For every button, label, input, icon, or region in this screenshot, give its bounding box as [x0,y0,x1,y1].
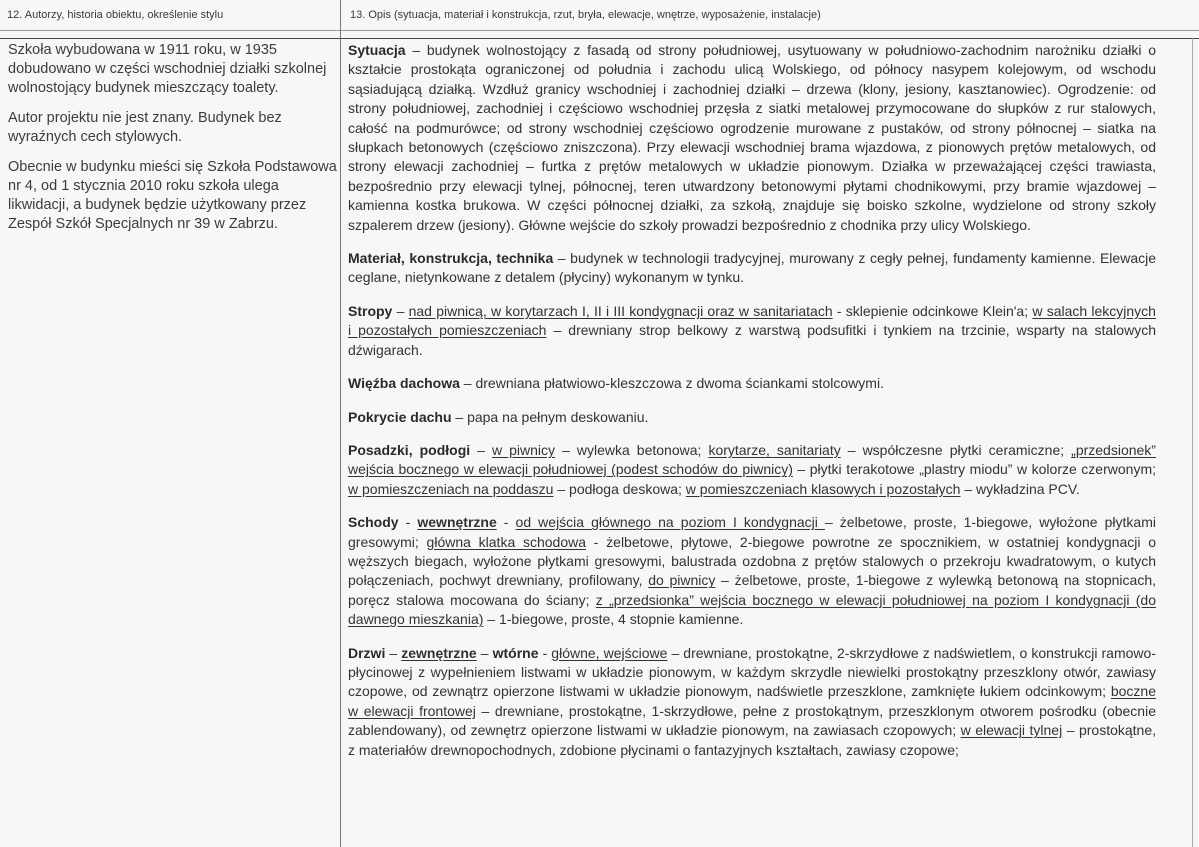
posadzki-text-1: – wylewka betonowa; [555,441,709,458]
posadzki-label: Posadzki, podłogi [348,441,471,458]
stropy-dash: – [392,302,409,319]
drzwi-text-0: – [385,644,402,661]
right-border [1192,38,1193,847]
wiezba-label: Więźba dachowa [348,375,460,392]
stropy-text-2: – drewniany strop belkowy z warstwą podsufitki i tynkiem na trzcinie, wsparty na stalowych dźwigarach. [348,322,1156,358]
section-wiezba [348,374,1156,393]
schody-underlined-3: do piwnicy [648,572,716,589]
stropy-text-1: - sklepienie odcinkowe Klein'a; [832,302,1033,319]
schody-underlined-4: z „przedsionka” wejścia bocznego w elewacji południowej na poziom I kondygnacji (do dawnego mieszkania) [348,591,1156,628]
author-paragraph: Autor projektu nie jest znany. Budynek bez wyraźnych cech stylowych. [8,110,282,145]
stropy-label: Stropy [348,302,393,319]
stropy-underlined-1: nad piwnicą, w korytarzach I, II i III kondygnacji oraz w sanitariatach [408,302,833,319]
column-header-authors: 12. Autorzy, historia obiektu, określenie stylu [7,9,224,21]
current-use-paragraph: Obecnie w budynku mieści się Szkoła Podstawowa nr 4, od 1 stycznia 2010 roku szkoła ulega likwidacji, a budynek będzie użytkowany przez Zespół Szkół Specjalnych nr 39 w Zabrzu. [8,159,337,232]
posadzki-underlined-2: korytarze, sanitariaty [708,441,841,458]
posadzki-underlined-5: w pomieszczeniach klasowych i pozostałych [685,480,961,497]
schody-text-5: – 1-biegowe, proste, 4 stopnie kamienne. [483,611,744,628]
drzwi-zewnetrzne: zewnętrzne [401,644,477,661]
drzwi-text-3: – drewniane, prostokątne, 2-skrzydłowe z nadświetlem, o konstrukcji ramowo-płycinowej z wypełnieniem listwami w układzie pionowym, w każdym skrzydle niewielki prostokątny przeszklony otwór, zawiasy czopowe, od zewnątrz opierzone listwami w układzie pionowym, nadświetle przeszklone, zamknięte łukiem odcinkowym; [348,644,1156,700]
drzwi-wtorne: wtórne [492,644,539,661]
section-material [348,249,1156,288]
drzwi-underlined-2: boczne w elewacji frontowej [348,683,1156,719]
schody-underlined-1: od wejścia głównego na poziom I kondygnacji [515,514,825,531]
section-schody [348,513,1156,629]
section-posadzki [348,441,1156,499]
posadzki-underlined-1: w piwnicy [492,441,556,458]
section-drzwi [348,644,1156,760]
drzwi-label: Drzwi [348,644,386,661]
stropy-underlined-2: w salach lekcyjnych i pozostałych pomieszczeniach [348,302,1156,339]
material-label: Materiał, konstrukcja, technika [348,250,554,267]
schody-text-1: - [496,514,516,531]
pokrycie-label: Pokrycie dachu [348,408,452,425]
header-top-rule [0,30,1199,31]
sytuacja-text: – budynek wolnostojący z fasadą od strony południowej, usytuowany w południowo-zachodnim narożniku działki o kształcie prostokąta ograniczonej od południa i zachodu ulicą Wolskiego, od północy nasypem kolejowym, od wschodu sąsiadującą działką. Wzdłuż granicy wschodniej i zachodniej działki – drzewa (klony, jesiony, kasztanowiec). Ogrodzenie: od strony południowej, zachodniej i częściowo wschodniej przęsła z siatki metalowej przymocowane do słupków z rur stalowych, całość na podmurówce; od strony wschodniej częściowo ogrodzenie murowane z pustaków, od strony północnej – siatka na słupkach betonowych (częściowo zniszczona). Przy elewacji wschodniej brama wjazdowa, z pionowych prętów metalowych, od strony elewacji zachodniej – furtka z prętów metalowych w układzie pionowym. Działka w przeważającej części trawiasta, bezpośrednio przy elewacji tylnej, północnej, teren utwardzony betonowymi płytami chodnikowymi, przy bramie wjazdowej – kamienna kostka brukowa. W części północnej działki, za szkołą, znajduje się boisko szkolne, wydzielone od strony szkoły szpalerem drzew (jesiony). Główne wejście do szkoły prowadzi bezpośrednio z chodnika przy ulicy Wolskiego. [348,42,1156,233]
schody-text-2: – żelbetowe, proste, 1-biegowe, wyłożone płytkami gresowymi; [348,514,1156,550]
authors-history-column [8,41,338,245]
schody-label: Schody [348,514,399,531]
schody-underlined-2: główna klatka schodowa [426,533,587,550]
section-pokrycie [348,408,1156,427]
material-text: – budynek w technologii tradycyjnej, murowany z cegły pełnej, fundamenty kamienne. Elewacje ceglane, nietynkowane z detalem (płyciny) wykonanym w tynku. [348,250,1156,286]
wiezba-text: – drewniana płatwiowo-kleszczowa z dwoma ściankami stolcowymi. [459,375,884,392]
description-column [348,41,1156,774]
pokrycie-text: – papa na pełnym deskowaniu. [451,408,649,425]
column-divider [340,0,341,847]
drzwi-underlined-1: główne, wejściowe [551,644,668,661]
schody-wewnetrzne: wewnętrzne [417,514,497,531]
posadzki-text-4: – podłoga deskowa; [553,480,686,497]
history-paragraph: Szkoła wybudowana w 1911 roku, w 1935 dobudowano w części wschodniej działki szkolnej wolnostojący budynek mieszczący toalety. [8,42,327,96]
drzwi-text-4: – drewniane, prostokątne, 1-skrzydłowe, pełne z prostokątnym, przeszklonym otworem pośrodku (obecnie zablendowany), od zewnętrz opierzone listwami w układzie pionowym, na zawiasach czopowych; [348,702,1156,739]
schody-text-3: - żelbetowe, płytowe, 2-biegowe powrotne ze spocznikiem, w ostatniej kondygnacji o węższych biegach, wyłożone płytkami gresowymi, balustrada ozdobna z prętów stalowych o przekroju kwadratowym, o kutych połączeniach, pochwyt drewniany, profilowany, [348,533,1156,589]
section-stropy [348,302,1156,360]
schody-text-0: - [398,514,418,531]
drzwi-text-2: - [538,644,552,661]
sytuacja-label: Sytuacja [348,42,406,58]
posadzki-underlined-3: „przedsionek” wejścia bocznego w elewacji południowej (podest schodów do piwnicy) [348,441,1156,478]
section-sytuacja [348,41,1156,235]
posadzki-text-3: – płytki terakotowe „plastry miodu” w kolorze czerwonym; [792,461,1156,478]
drzwi-underlined-3: w elewacji tylnej [960,722,1063,739]
posadzki-underlined-4: w pomieszczeniach na poddaszu [348,480,554,497]
drzwi-text-5: – prostokątne, z materiałów drewnopochodnych, zdobione płycinami o fantazyjnych kształtach, zawiasy czopowe; [348,722,1157,758]
posadzki-text-2: – współczesne płytki ceramiczne; [840,441,1072,458]
header-bottom-rule [0,38,1199,39]
posadzki-text-5: – wykładzina PCV. [960,480,1080,497]
column-header-description: 13. Opis (sytuacja, materiał i konstrukcja, rzut, bryła, elewacje, wnętrze, wyposażenie, instalacje) [350,9,821,21]
posadzki-text-0: – [470,441,492,458]
schody-text-4: – żelbetowe, proste, 1-biegowe z wylewką betonową na stopnicach, poręcz stalowa mocowana do ściany; [348,572,1156,608]
drzwi-text-1: – [476,644,493,661]
